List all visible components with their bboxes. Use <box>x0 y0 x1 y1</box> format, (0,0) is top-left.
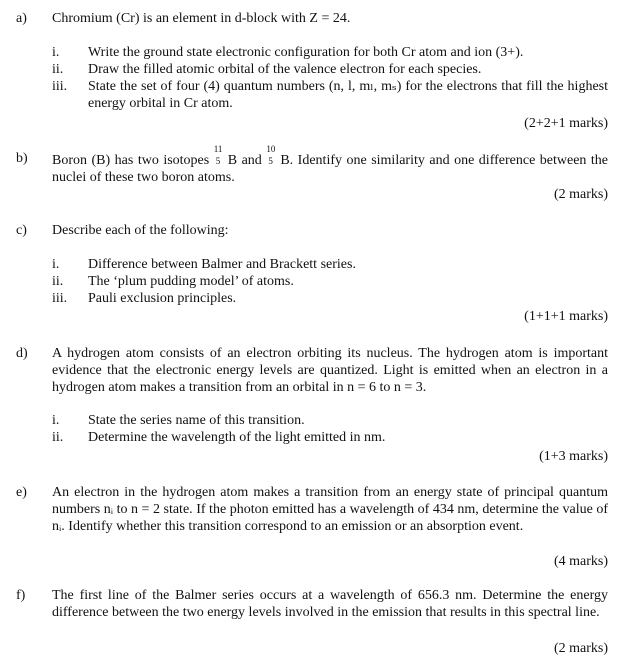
question-stem: A hydrogen atom consists of an electron orbiting its nucleus. The hydrogen atom is important evidence that the electronic energy levels are quantized. Light is emitted when an electron in a hydrogen atom makes a transition from an orbital in n = 6 to n = 3. <box>52 346 608 395</box>
question-text: An electron in the hydrogen atom makes a transition from an energy state of principal quantum numbers nᵢ to n = 2 state. If the photon emitted has a wavelength of 434 nm, determine the value of nᵢ. Identify whether this transition correspond to an emission or an absorption event. <box>52 485 608 534</box>
sub-item: ii. Draw the filled atomic orbital of the valence electron for each species. <box>52 62 482 77</box>
question-label: a) <box>16 11 27 26</box>
marks: (2 marks) <box>553 641 608 656</box>
question-stem: Chromium (Cr) is an element in d-block with Z = 24. <box>52 11 351 26</box>
marks: (2 marks) <box>553 187 608 202</box>
question-label: e) <box>16 485 27 500</box>
question-label: d) <box>16 346 28 361</box>
marks: (2+2+1 marks) <box>524 116 608 131</box>
question-text: The first line of the Balmer series occurs at a wavelength of 656.3 nm. Determine the energy difference between the two energy levels involved in the emission that results in this spectral line. <box>52 588 608 620</box>
sub-item: i. State the series name of this transition. <box>52 413 305 428</box>
question-label: c) <box>16 223 27 238</box>
sub-item: iii. State the set of four (4) quantum numbers (n, l, mₗ, mₛ) for the electrons that fill the highest energy orbital in Cr atom. <box>52 79 608 111</box>
isotope-notation: 10 5 <box>266 144 276 166</box>
marks: (4 marks) <box>553 554 608 569</box>
sub-item: i. Write the ground state electronic configuration for both Cr atom and ion (3+). <box>52 45 524 60</box>
question-stem: Describe each of the following: <box>52 223 229 238</box>
sub-item: ii. The ‘plum pudding model’ of atoms. <box>52 274 294 289</box>
question-text: Boron (B) has two isotopes 11 5 B and 10 5 B. Identify one similarity and one difference between the nuclei of these two boron atoms. <box>52 144 609 185</box>
marks: (1+1+1 marks) <box>524 309 608 324</box>
sub-item: iii. Pauli exclusion principles. <box>52 291 237 306</box>
marks: (1+3 marks) <box>539 449 608 464</box>
question-label: f) <box>16 588 26 603</box>
isotope-notation: 11 5 <box>213 144 223 166</box>
sub-item: i. Difference between Balmer and Brackett series. <box>52 257 356 272</box>
question-label: b) <box>16 151 28 166</box>
sub-item: ii. Determine the wavelength of the light emitted in nm. <box>52 430 386 445</box>
